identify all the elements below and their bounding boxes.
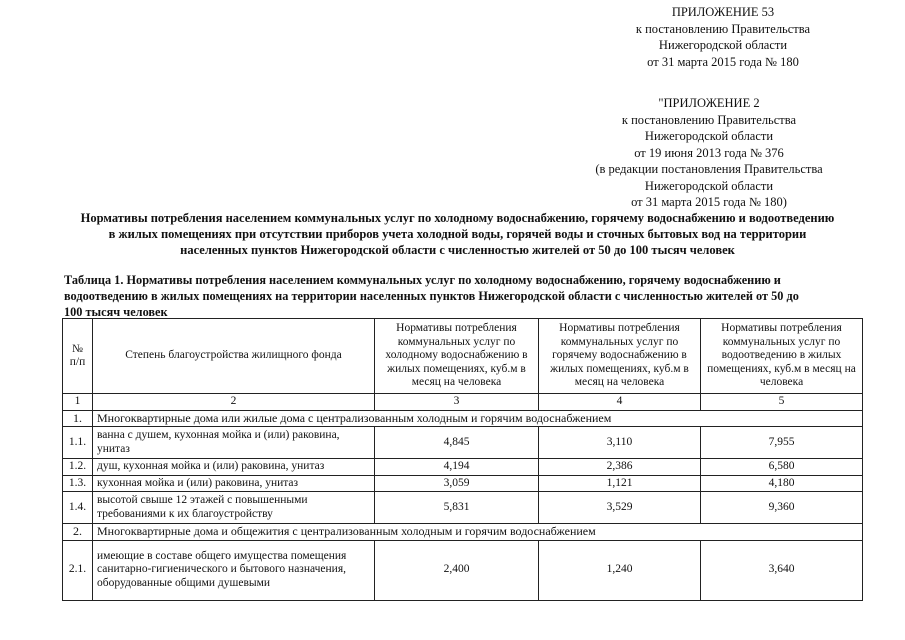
row-num: 1.4. [63, 492, 93, 524]
section-num: 2. [63, 524, 93, 541]
appendix-2-line: к постановлению Правительства [621, 112, 797, 127]
appendix-53-line: Нижегородской области [658, 38, 788, 52]
table-row [63, 540, 863, 600]
norms-table [62, 318, 863, 601]
row-num: 1.2. [63, 459, 93, 476]
row-cold-value: 2,400 [375, 540, 539, 600]
appendix-2-line: Нижегородской области [644, 178, 774, 193]
appendix-2-date: от 31 марта 2015 года № 180) [631, 195, 787, 209]
document-title-line: в жилых помещениях при отсутствии приборов учета холодной воды, горячей воды и сточных бытовых вод на территории [108, 227, 807, 241]
table-row [63, 459, 863, 476]
document-title-line: Нормативы потребления населением коммунальных услуг по холодному водоснабжению, горячему водоснабжению и водоотведению [80, 211, 835, 225]
header-cold-water: Нормативы потребления коммунальных услуг по холодному водоснабжению в жилых помещениях, куб.м в месяц на человека [375, 319, 539, 394]
row-cold-value: 3,059 [375, 475, 539, 492]
appendix-53-header [608, 4, 838, 70]
row-cold-value: 4,194 [375, 459, 539, 476]
row-drain-value: 6,580 [701, 459, 863, 476]
table-row [63, 427, 863, 459]
row-num: 2.1. [63, 540, 93, 600]
appendix-2-header [578, 95, 840, 211]
column-number: 2 [93, 394, 375, 411]
appendix-53-line: к постановлению Правительства [635, 21, 811, 36]
header-num: № п/п [63, 319, 93, 394]
appendix-2-line: Нижегородской области [644, 129, 774, 143]
column-number: 3 [375, 394, 539, 411]
row-hot-value: 1,240 [539, 540, 701, 600]
document-title-line: населенных пунктов Нижегородской области с численностью жителей от 50 до 100 тысяч человек [180, 243, 735, 257]
row-hot-value: 3,110 [539, 427, 701, 459]
row-num: 1.3. [63, 475, 93, 492]
section-row [63, 524, 863, 541]
row-hot-value: 2,386 [539, 459, 701, 476]
table-row [63, 492, 863, 524]
row-hot-value: 3,529 [539, 492, 701, 524]
table-caption-line: Таблица 1. Нормативы потребления населением коммунальных услуг по холодному водоснабжению, горячему водоснабжению и [64, 273, 781, 287]
appendix-2-date: от 19 июня 2013 года № 376 [634, 145, 784, 160]
table-caption-line: 100 тысяч человек [64, 305, 168, 319]
row-desc: кухонная мойка и (или) раковина, унитаз [93, 475, 375, 492]
row-desc: ванна с душем, кухонная мойка и (или) раковина, унитаз [93, 427, 375, 459]
appendix-2-line: (в редакции постановления Правительства [595, 162, 823, 176]
table-row [63, 475, 863, 492]
column-number: 5 [701, 394, 863, 411]
section-num: 1. [63, 410, 93, 427]
row-desc: высотой свыше 12 этажей с повышенными требованиями к их благоустройству [93, 492, 375, 524]
header-hot-water: Нормативы потребления коммунальных услуг по горячему водоснабжению в жилых помещениях, куб.м в месяц на человека [539, 319, 701, 394]
table-header-row [63, 319, 863, 394]
row-drain-value: 3,640 [701, 540, 863, 600]
row-desc: имеющие в составе общего имущества помещения санитарно-гигиенического и бытового назначения, оборудованные общими душевыми [93, 540, 375, 600]
column-number-row [63, 394, 863, 411]
row-hot-value: 1,121 [539, 475, 701, 492]
appendix-53-date: от 31 марта 2015 года № 180 [647, 54, 799, 69]
row-num: 1.1. [63, 427, 93, 459]
column-number: 4 [539, 394, 701, 411]
row-desc: душ, кухонная мойка и (или) раковина, унитаз [93, 459, 375, 476]
table-caption [64, 272, 864, 320]
section-title: Многоквартирные дома или жилые дома с централизованным холодным и горячим водоснабжением [93, 410, 863, 427]
appendix-53-title: ПРИЛОЖЕНИЕ 53 [671, 5, 775, 19]
section-title: Многоквартирные дома и общежития с централизованным холодным и горячим водоснабжением [93, 524, 863, 541]
document-title [40, 210, 875, 258]
header-degree: Степень благоустройства жилищного фонда [93, 319, 375, 394]
row-cold-value: 5,831 [375, 492, 539, 524]
row-drain-value: 9,360 [701, 492, 863, 524]
section-row [63, 410, 863, 427]
row-drain-value: 7,955 [701, 427, 863, 459]
appendix-2-title: "ПРИЛОЖЕНИЕ 2 [658, 96, 760, 110]
header-drainage: Нормативы потребления коммунальных услуг по водоотведению в жилых помещениях, куб.м в месяц на человека [701, 319, 863, 394]
row-drain-value: 4,180 [701, 475, 863, 492]
row-cold-value: 4,845 [375, 427, 539, 459]
table-caption-line: водоотведению в жилых помещениях на территории населенных пунктов Нижегородской области с численностью жителей от 50 до [64, 289, 799, 303]
column-number: 1 [63, 394, 93, 411]
